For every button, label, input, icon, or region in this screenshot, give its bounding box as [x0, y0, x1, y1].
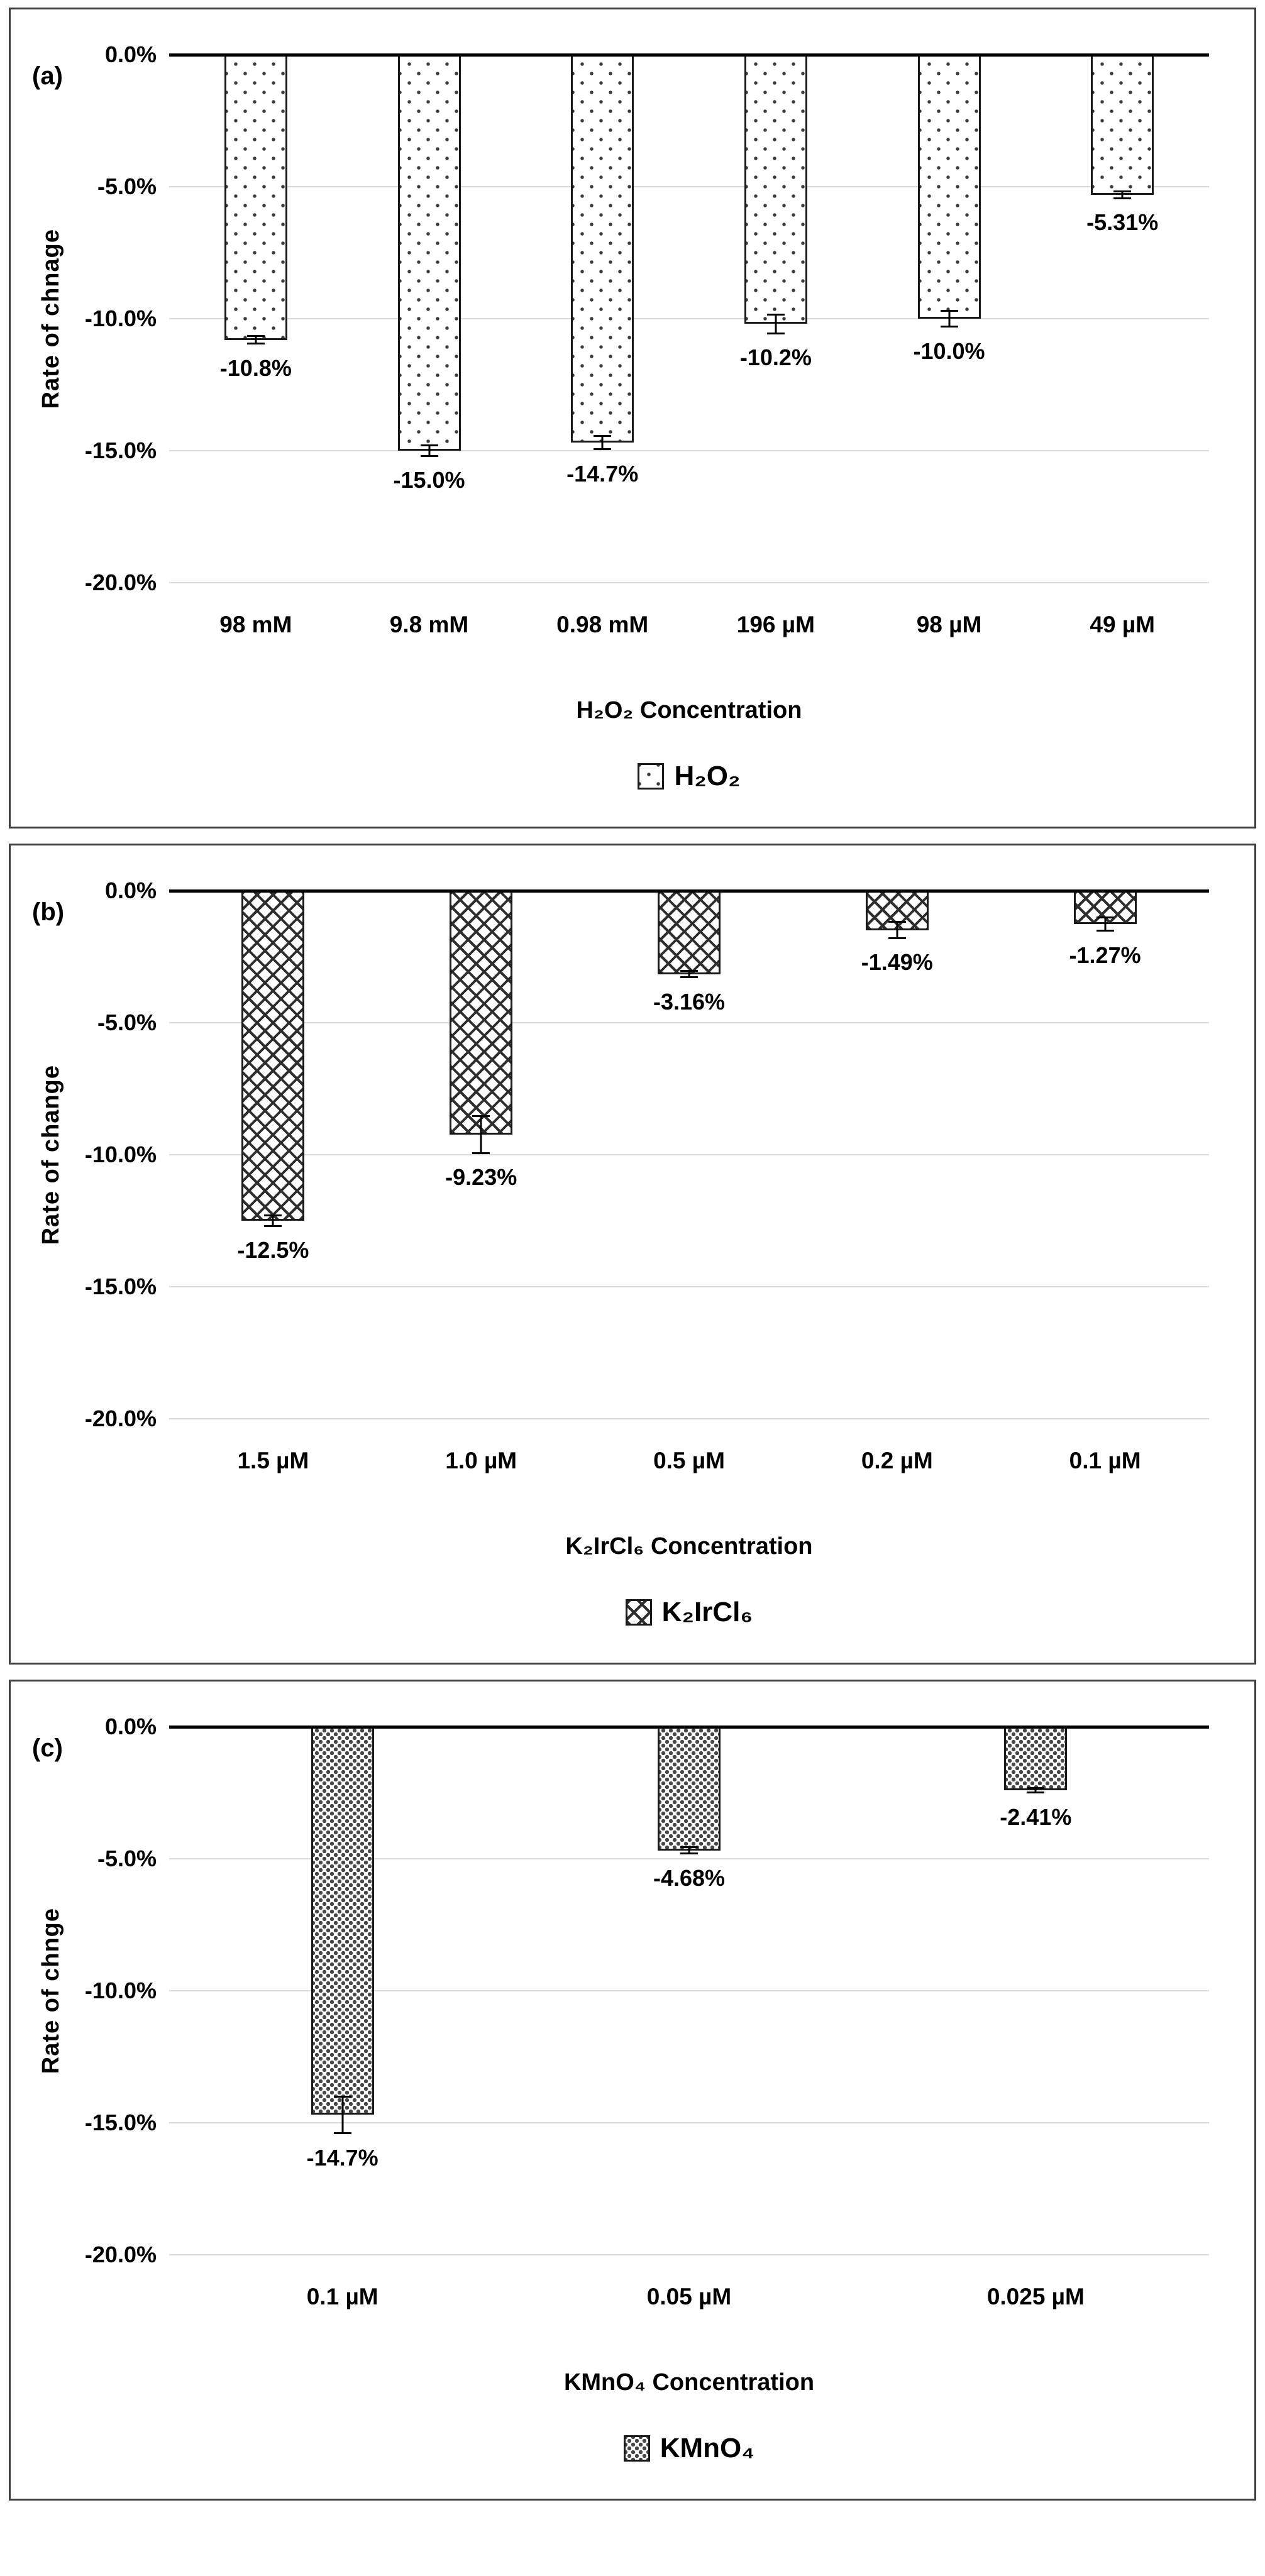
x-tick-label: 98 mM	[219, 612, 292, 637]
y-axis-ticks	[74, 1714, 169, 2267]
error-bar	[272, 1216, 274, 1226]
y-tick-label: -20.0%	[84, 1406, 157, 1431]
y-tick-label: 0.0%	[104, 41, 157, 67]
bar-chart-kmno4	[28, 1714, 1225, 2464]
error-bar	[480, 1116, 482, 1153]
bar-slot	[169, 1727, 516, 2255]
x-tick-label: 0.98 mM	[556, 612, 649, 637]
bar	[571, 55, 634, 443]
bar-value-label: -14.7%	[566, 460, 639, 487]
error-bar-cap	[472, 1115, 490, 1117]
legend-swatch	[624, 2435, 650, 2462]
bar-slot	[863, 1727, 1209, 2255]
bar-slot	[1036, 55, 1209, 583]
x-tick-label: 0.5 µM	[653, 1448, 725, 1473]
y-tick-label: -5.0%	[97, 1010, 157, 1035]
error-bar-cap	[1027, 1792, 1044, 1793]
y-tick-label: -5.0%	[97, 1846, 157, 1871]
x-tick-label: 98 µM	[916, 612, 982, 637]
bar-value-label: -4.68%	[653, 1864, 726, 1891]
legend	[169, 2433, 1209, 2464]
x-axis-ticks	[169, 1448, 1209, 1474]
bar-slot	[689, 55, 863, 583]
error-bar-cap	[264, 1225, 282, 1227]
error-bar-cap	[421, 444, 438, 446]
error-bar-cap	[767, 333, 785, 334]
error-bar-cap	[247, 335, 265, 337]
error-bar-cap	[680, 1846, 698, 1848]
y-axis-title-column	[28, 1727, 74, 2255]
panel-label: (a)	[32, 62, 63, 90]
plot-area	[169, 891, 1209, 1419]
y-axis-ticks	[74, 878, 169, 1431]
y-axis-title-column	[28, 55, 74, 583]
y-axis-title-column	[28, 891, 74, 1419]
error-bar-cap	[888, 937, 906, 939]
bar	[918, 55, 981, 319]
error-bar-cap	[594, 448, 611, 450]
y-tick-label: 0.0%	[104, 878, 157, 903]
zero-axis-line	[169, 1726, 1209, 1729]
x-tick-label: 0.1 µM	[1069, 1448, 1141, 1473]
bar	[658, 1727, 721, 1851]
y-tick-label: -10.0%	[84, 1142, 157, 1167]
bar-value-label: -3.16%	[653, 988, 726, 1015]
plot-area	[169, 1727, 1209, 2255]
bar-slot	[377, 891, 585, 1419]
x-axis-title: K₂IrCl₆ Concentration	[565, 1533, 813, 1560]
bar-slot	[343, 55, 516, 583]
legend-label: K₂IrCl₆	[661, 1597, 753, 1627]
y-tick-label: 0.0%	[104, 1714, 157, 1739]
bar-value-label: -14.7%	[306, 2144, 378, 2171]
y-tick-label: -15.0%	[84, 1274, 157, 1299]
bar-value-label: -15.0%	[393, 467, 465, 493]
bar-slot	[516, 1727, 862, 2255]
legend	[169, 761, 1209, 792]
plot-area	[169, 55, 1209, 583]
bar-value-label: -9.23%	[445, 1164, 517, 1191]
legend-label: KMnO₄	[660, 2433, 755, 2463]
x-tick-label: 1.0 µM	[445, 1448, 517, 1473]
bar-value-label: -2.41%	[1000, 1803, 1072, 1830]
bar-slot	[169, 891, 377, 1419]
bar	[1004, 1727, 1067, 1790]
x-axis-title: H₂O₂ Concentration	[576, 697, 802, 724]
bar-slot	[1001, 891, 1209, 1419]
error-bar-cap	[888, 921, 906, 923]
bar-slot	[516, 55, 689, 583]
error-bar-cap	[767, 314, 785, 316]
bar-slot	[863, 55, 1036, 583]
legend	[169, 1597, 1209, 1628]
chart-panel-c	[9, 1680, 1256, 2501]
bars	[169, 891, 1209, 1419]
bar	[658, 891, 721, 974]
bar-value-label: -10.0%	[913, 338, 985, 364]
x-tick-label: 1.5 µM	[237, 1448, 309, 1473]
x-tick-label: 9.8 mM	[389, 612, 469, 637]
bar	[450, 891, 512, 1135]
error-bar-cap	[680, 1852, 698, 1854]
legend-swatch	[638, 763, 664, 790]
error-bar-cap	[941, 326, 958, 328]
y-tick-label: -10.0%	[84, 1978, 157, 2003]
bar	[398, 55, 461, 451]
error-bar-cap	[1027, 1787, 1044, 1789]
y-tick-label: -20.0%	[84, 570, 157, 595]
x-tick-label: 49 µM	[1090, 612, 1155, 637]
error-bar-cap	[941, 310, 958, 312]
error-bar-cap	[1113, 190, 1131, 192]
y-axis-title: Rate of chnage	[37, 228, 64, 409]
error-bar-cap	[421, 455, 438, 457]
error-bar	[948, 311, 950, 326]
error-bar	[602, 436, 604, 449]
error-bar-cap	[1113, 197, 1131, 199]
error-bar-cap	[594, 435, 611, 437]
bar-chart-h2o2	[28, 41, 1225, 792]
bar	[241, 891, 304, 1221]
x-axis-ticks	[169, 2284, 1209, 2310]
y-tick-label: -15.0%	[84, 2110, 157, 2135]
y-tick-label: -5.0%	[97, 173, 157, 199]
x-tick-label: 0.1 µM	[306, 2284, 378, 2309]
bar-value-label: -12.5%	[237, 1237, 309, 1263]
bar-chart-k2ircl6	[28, 878, 1225, 1628]
y-tick-label: -20.0%	[84, 2242, 157, 2267]
bar-slot	[793, 891, 1001, 1419]
bar-slot	[585, 891, 793, 1419]
x-axis-title: KMnO₄ Concentration	[563, 2369, 815, 2396]
bar-value-label: -10.8%	[219, 355, 292, 381]
bar	[224, 55, 287, 340]
bar	[744, 55, 807, 324]
y-axis-ticks	[74, 41, 169, 595]
bars	[169, 55, 1209, 583]
x-axis-ticks	[169, 612, 1209, 638]
bar-slot	[169, 55, 343, 583]
error-bar	[775, 315, 776, 333]
bar-value-label: -10.2%	[739, 344, 812, 371]
error-bar-cap	[1097, 916, 1114, 918]
bar-value-label: -1.49%	[861, 949, 933, 976]
panel-label: (b)	[32, 898, 65, 926]
error-bar	[341, 2096, 343, 2133]
x-tick-label: 0.025 µM	[986, 2284, 1085, 2309]
bar-value-label: -5.31%	[1086, 209, 1159, 236]
error-bar-cap	[334, 2096, 351, 2098]
error-bar-cap	[1097, 930, 1114, 932]
bar-value-label: -1.27%	[1069, 942, 1141, 968]
x-tick-label: 0.2 µM	[861, 1448, 933, 1473]
error-bar	[1104, 918, 1106, 931]
error-bar-cap	[334, 2132, 351, 2134]
chart-panel-b	[9, 844, 1256, 1665]
x-tick-label: 196 µM	[736, 612, 815, 637]
error-bar-cap	[680, 976, 698, 978]
error-bar-cap	[264, 1214, 282, 1216]
error-bar-cap	[472, 1152, 490, 1154]
error-bar	[428, 446, 430, 456]
chart-panel-a	[9, 8, 1256, 828]
y-axis-title: Rate of change	[37, 1064, 64, 1245]
bar	[311, 1727, 374, 2115]
y-tick-label: -15.0%	[84, 438, 157, 463]
panel-label: (c)	[32, 1734, 63, 1762]
error-bar-cap	[680, 970, 698, 972]
y-tick-label: -10.0%	[84, 305, 157, 331]
zero-axis-line	[169, 889, 1209, 893]
bars	[169, 1727, 1209, 2255]
x-tick-label: 0.05 µM	[646, 2284, 732, 2309]
y-axis-title: Rate of chnge	[37, 1907, 64, 2074]
legend-swatch	[626, 1599, 652, 1626]
legend-label: H₂O₂	[674, 761, 741, 791]
error-bar-cap	[247, 343, 265, 344]
bar	[1091, 55, 1154, 195]
zero-axis-line	[169, 53, 1209, 57]
error-bar	[896, 922, 898, 938]
